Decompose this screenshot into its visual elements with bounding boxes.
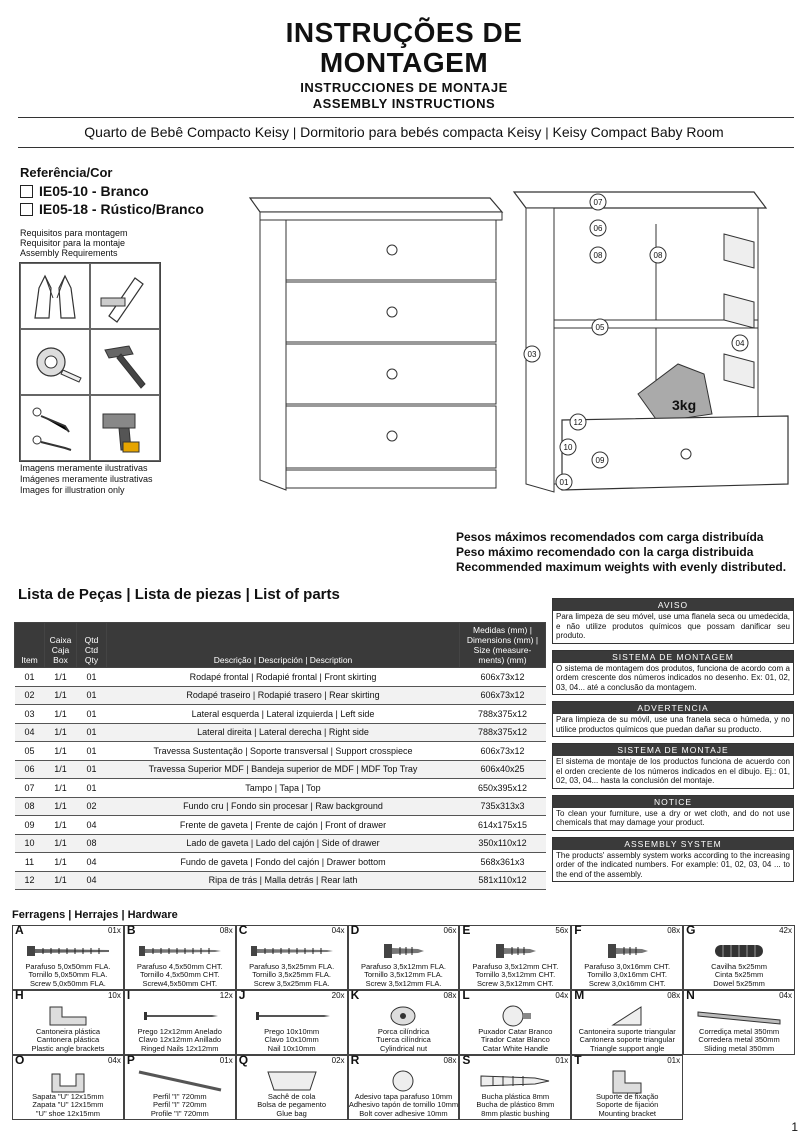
note-text: O sistema de montagem dos produtos, funciona de acordo com a ordem crescente dos números indicados no desenho. Ex: 01, 02, 03, 04... até a conclusão da montagem. xyxy=(556,663,790,692)
cell-item: 12 xyxy=(15,871,45,890)
callout-label: 01 xyxy=(559,478,569,487)
hardware-qty: 10x xyxy=(107,991,121,1000)
note-title: AVISO xyxy=(553,599,793,611)
slide-rail-icon xyxy=(684,1003,794,1029)
cell-size: 606x73x12 xyxy=(460,668,546,687)
hardware-letter: B xyxy=(126,923,136,937)
parts-list-title: Lista de Peças | Lista de piezas | List of parts xyxy=(18,586,340,603)
hardware-description: Prego 10x10mm Clavo 10x10mm Nail 10x10mm xyxy=(264,1026,320,1053)
cell-box: 1/1 xyxy=(45,816,77,835)
hardware-qty: 56x xyxy=(555,926,569,935)
hardware-description: Cantoneira suporte triangular Cantonera soporte triangular Triangle support angle xyxy=(578,1026,676,1053)
table-row xyxy=(15,705,546,724)
hardware-qty: 04x xyxy=(555,991,569,1000)
callout-label: 10 xyxy=(563,443,573,452)
hardware-item xyxy=(683,925,795,990)
cell-desc: Fundo cru | Fondo sin procesar | Raw background xyxy=(107,797,460,816)
hardware-item xyxy=(683,990,795,1055)
dowel-icon xyxy=(684,938,794,964)
cell-qty: 01 xyxy=(77,742,107,761)
cell-box: 1/1 xyxy=(45,779,77,798)
checkbox[interactable] xyxy=(20,185,33,198)
hardware-item xyxy=(571,990,683,1055)
hardware-letter: S xyxy=(462,1053,471,1067)
reference-title: Referência/Cor xyxy=(20,165,113,180)
hardware-letter: O xyxy=(15,1053,25,1067)
hardware-qty: 02x xyxy=(331,1056,345,1065)
hardware-letter: J xyxy=(238,988,246,1002)
note-title: ASSEMBLY SYSTEM xyxy=(553,838,793,850)
cell-desc: Ripa de trás | Malla detrás | Rear lath xyxy=(107,871,460,890)
hardware-qty: 08x xyxy=(443,991,457,1000)
cell-qty: 04 xyxy=(77,816,107,835)
callout-label: 06 xyxy=(593,224,603,233)
cell-box: 1/1 xyxy=(45,834,77,853)
hardware-item xyxy=(571,1055,683,1120)
cell-qty: 01 xyxy=(77,668,107,687)
table-row xyxy=(15,797,546,816)
hardware-description: Corrediça metal 350mm Corredera metal 350mm Sliding metal 350mm xyxy=(698,1026,780,1053)
page-number: 1 xyxy=(791,1120,798,1134)
hardware-item xyxy=(459,990,571,1055)
hardware-description: Parafuso 3,0x16mm CHT. Tornillo 3,0x16mm CHT. Screw 3,0x16mm CHT. xyxy=(584,961,671,988)
cell-item: 02 xyxy=(15,686,45,705)
square-ruler-icon xyxy=(90,263,160,329)
bracket-icon xyxy=(13,1003,123,1029)
hardware-qty: 08x xyxy=(219,926,233,935)
hardware-qty: 08x xyxy=(667,991,681,1000)
note-box xyxy=(552,837,794,883)
cell-item: 09 xyxy=(15,816,45,835)
note-title: SISTEMA DE MONTAJE xyxy=(553,744,793,756)
callout-label: 03 xyxy=(527,350,537,359)
hardware-item xyxy=(459,925,571,990)
hardware-qty: 04x xyxy=(107,1056,121,1065)
page-title: INSTRUÇÕES DE MONTAGEM xyxy=(285,17,523,78)
cell-qty: 04 xyxy=(77,871,107,890)
hardware-letter: C xyxy=(238,923,248,937)
cell-qty: 01 xyxy=(77,705,107,724)
cell-desc: Lateral direita | Lateral derecha | Right side xyxy=(107,723,460,742)
cell-size: 788x375x12 xyxy=(460,723,546,742)
hardware-letter: M xyxy=(574,988,585,1002)
illustrative-note: Imagens meramente ilustrativas Imágenes meramente ilustrativas Images for illustration only xyxy=(20,463,153,495)
cell-box: 1/1 xyxy=(45,797,77,816)
callout-label: 05 xyxy=(595,323,605,332)
table-row xyxy=(15,668,546,687)
hardware-qty: 06x xyxy=(443,926,457,935)
hardware-qty: 01x xyxy=(107,926,121,935)
hardware-item xyxy=(124,990,236,1055)
reference-option[interactable]: IE05-18 - Rústico/Branco xyxy=(20,201,204,217)
cylinder-nut-icon xyxy=(349,1003,459,1029)
hardware-description: Parafuso 5,0x50mm FLA. Tornillo 5,0x50mm FLA. Screw 5,0x50mm FLA. xyxy=(25,961,111,988)
u-shoe-icon xyxy=(13,1068,123,1094)
hardware-letter: E xyxy=(462,923,471,937)
mounting-bracket-icon xyxy=(572,1068,682,1094)
cell-size: 350x110x12 xyxy=(460,834,546,853)
hardware-item xyxy=(236,990,348,1055)
cell-size: 735x313x3 xyxy=(460,797,546,816)
hardware-letter: D xyxy=(350,923,360,937)
cell-box: 1/1 xyxy=(45,742,77,761)
cell-box: 1/1 xyxy=(45,871,77,890)
product-name: Quarto de Bebê Compacto Keisy | Dormitorio para bebés compacta Keisy | Keisy Compact Baby Room xyxy=(84,124,724,140)
hardware-qty: 01x xyxy=(667,1056,681,1065)
tool-grid xyxy=(19,262,161,462)
hardware-description: Prego 12x12mm Anelado Clavo 12x12mm Anillado Ringed Nails 12x12mm xyxy=(137,1026,222,1053)
cell-qty: 01 xyxy=(77,723,107,742)
cell-item: 11 xyxy=(15,853,45,872)
divider xyxy=(18,147,794,148)
cell-qty: 04 xyxy=(77,853,107,872)
cell-desc: Rodapé frontal | Rodapié frontal | Front skirting xyxy=(107,668,460,687)
weight-label: 3kg xyxy=(672,397,697,413)
hardware-description: Puxador Catar Branco Tirador Catar Blanco Catar White Handle xyxy=(478,1026,553,1053)
hardware-title: Ferragens | Herrajes | Hardware xyxy=(12,909,178,921)
table-row xyxy=(15,760,546,779)
hardware-description: Cavilha 5x25mm Cinta 5x25mm Dowel 5x25mm xyxy=(711,961,767,988)
hardware-description: Perfil "I" 720mm Perfil "I" 720mm Profile "I" 720mm xyxy=(150,1091,209,1118)
table-row xyxy=(15,853,546,872)
nail-icon xyxy=(237,1003,347,1029)
notes-panel xyxy=(552,598,794,888)
col-size: Medidas (mm) | Dimensions (mm) | Size (measure-ments) (mm) xyxy=(460,623,546,668)
cell-item: 07 xyxy=(15,779,45,798)
hardware-qty: 01x xyxy=(219,1056,233,1065)
cell-desc: Fundo de gaveta | Fondo del cajón | Drawer bottom xyxy=(107,853,460,872)
short-screw-icon xyxy=(572,938,682,964)
screw-icon xyxy=(125,938,235,964)
cell-qty: 01 xyxy=(77,760,107,779)
cell-item: 06 xyxy=(15,760,45,779)
screw-icon xyxy=(237,938,347,964)
callout-label: 07 xyxy=(593,198,603,207)
hardware-letter: N xyxy=(686,988,695,1002)
hardware-letter: H xyxy=(15,988,24,1002)
note-title: ADVERTENCIA xyxy=(553,702,793,714)
note-box xyxy=(552,701,794,737)
hardware-item xyxy=(124,925,236,990)
hardware-letter: K xyxy=(350,988,360,1002)
hardware-item xyxy=(348,1055,460,1120)
cell-item: 10 xyxy=(15,834,45,853)
nail-icon xyxy=(125,1003,235,1029)
hardware-qty: 12x xyxy=(219,991,233,1000)
hardware-description: Sapata "U" 12x15mm Zapata "U" 12x15mm "U" shoe 12x15mm xyxy=(32,1091,104,1118)
cell-box: 1/1 xyxy=(45,686,77,705)
cell-size: 614x175x15 xyxy=(460,816,546,835)
hardware-item xyxy=(12,990,124,1055)
hardware-description: Sachê de cola Bolsa de pegamento Glue bag xyxy=(257,1091,327,1118)
knob-icon xyxy=(460,1003,570,1029)
hardware-item xyxy=(459,1055,571,1120)
callout-label: 08 xyxy=(653,251,663,260)
plastic-bushing-icon xyxy=(460,1068,570,1094)
cell-qty: 02 xyxy=(77,797,107,816)
hardware-letter: P xyxy=(126,1053,135,1067)
cell-box: 1/1 xyxy=(45,705,77,724)
hardware-description: Suporte de fixação Soporte de fijación Mounting bracket xyxy=(595,1091,659,1118)
dresser-closed-drawing xyxy=(240,190,510,500)
cell-qty: 01 xyxy=(77,686,107,705)
note-box xyxy=(552,598,794,644)
hardware-item xyxy=(12,925,124,990)
page-subtitle: INSTRUCCIONES DE MONTAJE ASSEMBLY INSTRUCTIONS xyxy=(300,80,508,111)
hardware-description: Cantoneira plástica Cantonera plástica Plastic angle brackets xyxy=(31,1026,105,1053)
table-row xyxy=(15,742,546,761)
hardware-item xyxy=(571,925,683,990)
hardware-letter: Q xyxy=(238,1053,249,1067)
cell-desc: Travessa Superior MDF | Bandeja superior de MDF | MDF Top Tray xyxy=(107,760,460,779)
cell-item: 08 xyxy=(15,797,45,816)
hardware-description: Parafuso 4,5x50mm CHT. Tornillo 4,5x50mm CHT. Screw4,5x50mm CHT. xyxy=(136,961,223,988)
table-row xyxy=(15,723,546,742)
cell-item: 03 xyxy=(15,705,45,724)
cell-desc: Lado de gaveta | Lado del cajón | Side of drawer xyxy=(107,834,460,853)
col-item: Item xyxy=(15,623,45,668)
hardware-qty: 08x xyxy=(443,1056,457,1065)
callout-label: 04 xyxy=(735,339,745,348)
hardware-qty: 08x xyxy=(667,926,681,935)
hardware-qty: 04x xyxy=(779,991,792,1000)
table-row xyxy=(15,834,546,853)
short-screw-icon xyxy=(460,938,570,964)
callout-label: 09 xyxy=(595,456,605,465)
cell-item: 01 xyxy=(15,668,45,687)
note-title: NOTICE xyxy=(553,796,793,808)
hardware-description: Parafuso 3,5x25mm FLA. Tornillo 3,5x25mm FLA. Screw 3,5x25mm FLA. xyxy=(249,961,335,988)
hardware-qty: 42x xyxy=(779,926,792,935)
hardware-letter: A xyxy=(15,923,24,937)
col-box: Caixa Caja Box xyxy=(45,623,77,668)
cell-desc: Tampo | Tapa | Top xyxy=(107,779,460,798)
cell-box: 1/1 xyxy=(45,760,77,779)
hardware-item xyxy=(236,925,348,990)
hardware-description: Bucha plástica 8mm Bucha de plástico 8mm 8mm plastic bushing xyxy=(476,1091,555,1118)
callout-label: 08 xyxy=(593,251,603,260)
note-text: Para limpeza de seu móvel, use uma flanela seca ou umedecida, e não utilize produtos químicos que possam danificar seu produto. xyxy=(556,612,790,640)
cell-qty: 08 xyxy=(77,834,107,853)
hardware-letter: I xyxy=(126,988,131,1002)
cell-size: 581x110x12 xyxy=(460,871,546,890)
col-description: Descrição | Descripción | Description xyxy=(107,623,460,668)
screwdrivers-icon xyxy=(20,395,90,461)
hammer-icon xyxy=(90,329,160,395)
hardware-item xyxy=(348,925,460,990)
hardware-grid xyxy=(12,925,795,1120)
note-text: El sistema de montaje de los productos funciona de acuerdo con el orden creciente de los números indicados en el dibujo. Ej.: 01, 02, 03, 04... hasta la conclusión del montaje. xyxy=(556,757,790,785)
cell-size: 650x395x12 xyxy=(460,779,546,798)
hardware-qty: 20x xyxy=(331,991,345,1000)
hardware-description: Adesivo tapa parafuso 10mm Adhesivo tapón de tornillo 10mm Bolt cover adhesive 10mm xyxy=(348,1091,459,1118)
requirements-text: Requisitos para montagem Requisitor para la montaje Assembly Requirements xyxy=(20,228,128,258)
cell-item: 04 xyxy=(15,723,45,742)
hardware-letter: G xyxy=(686,923,696,937)
note-text: Para limpieza de su móvil, use una franela seca o húmeda, y no utilice productos químicos que puedan dañar su producto. xyxy=(556,715,790,734)
cell-box: 1/1 xyxy=(45,723,77,742)
cell-size: 788x375x12 xyxy=(460,705,546,724)
long-screw-icon xyxy=(13,938,123,964)
divider xyxy=(18,117,794,118)
hardware-letter: T xyxy=(574,1053,582,1067)
weights-note: Pesos máximos recomendados com carga distribuída Peso máximo recomendado con la carga distribuida Recommended maximum weights with evenly distributed. xyxy=(456,530,787,574)
note-text: To clean your furniture, use a dry or wet cloth, and do not use chemicals that may damage your product. xyxy=(556,808,790,827)
table-row xyxy=(15,686,546,705)
cell-size: 568x361x3 xyxy=(460,853,546,872)
cell-box: 1/1 xyxy=(45,853,77,872)
dresser-open-drawing xyxy=(508,184,798,500)
cell-qty: 01 xyxy=(77,779,107,798)
hardware-letter: R xyxy=(350,1053,360,1067)
cell-box: 1/1 xyxy=(45,668,77,687)
drill-icon xyxy=(90,395,160,461)
cell-size: 606x73x12 xyxy=(460,686,546,705)
cell-desc: Frente de gaveta | Frente de cajón | Front of drawer xyxy=(107,816,460,835)
hardware-description: Parafuso 3,5x12mm FLA. Tornillo 3,5x12mm FLA. Screw 3,5x12mm FLA. xyxy=(360,961,447,988)
cell-item: 05 xyxy=(15,742,45,761)
checkbox[interactable] xyxy=(20,203,33,216)
reference-option[interactable]: IE05-10 - Branco xyxy=(20,183,149,199)
hardware-letter: F xyxy=(574,923,582,937)
cell-desc: Lateral esquerda | Lateral izquierda | Left side xyxy=(107,705,460,724)
gloves-icon xyxy=(20,263,90,329)
note-text: The products' assembly system works according to the increasing order of the indicated numbers. For example: 01, 02, 03, 04 ... to the end of the assembly. xyxy=(556,850,790,879)
cell-size: 606x73x12 xyxy=(460,742,546,761)
hardware-qty: 04x xyxy=(331,926,345,935)
note-box xyxy=(552,650,794,696)
cell-desc: Travessa Sustentação | Soporte transversal | Support crosspiece xyxy=(107,742,460,761)
triangle-support-icon xyxy=(572,1003,682,1029)
callout-label: 12 xyxy=(573,418,583,427)
col-qty: Qtd Ctd Qty xyxy=(77,623,107,668)
hardware-qty: 01x xyxy=(555,1056,569,1065)
note-box xyxy=(552,795,794,831)
note-box xyxy=(552,743,794,789)
table-row xyxy=(15,871,546,890)
cover-adhesive-icon xyxy=(349,1068,459,1094)
parts-table xyxy=(14,622,546,890)
hardware-item xyxy=(124,1055,236,1120)
hardware-item xyxy=(348,990,460,1055)
hardware-description: Porca cilíndrica Tuerca cilíndrica Cylindrical nut xyxy=(376,1026,431,1053)
hardware-description: Parafuso 3,5x12mm CHT. Tornillo 3,5x12mm CHT. Screw 3,5x12mm CHT. xyxy=(472,961,559,988)
hardware-item xyxy=(236,1055,348,1120)
table-row xyxy=(15,816,546,835)
short-screw-icon xyxy=(349,938,459,964)
hardware-item xyxy=(12,1055,124,1120)
note-title: SISTEMA DE MONTAGEM xyxy=(553,651,793,663)
tape-measure-icon xyxy=(20,329,90,395)
table-row xyxy=(15,779,546,798)
glue-bag-icon xyxy=(237,1068,347,1094)
profile-icon xyxy=(125,1068,235,1094)
cell-size: 606x40x25 xyxy=(460,760,546,779)
cell-desc: Rodapé traseiro | Rodapié trasero | Rear skirting xyxy=(107,686,460,705)
hardware-letter: L xyxy=(462,988,470,1002)
